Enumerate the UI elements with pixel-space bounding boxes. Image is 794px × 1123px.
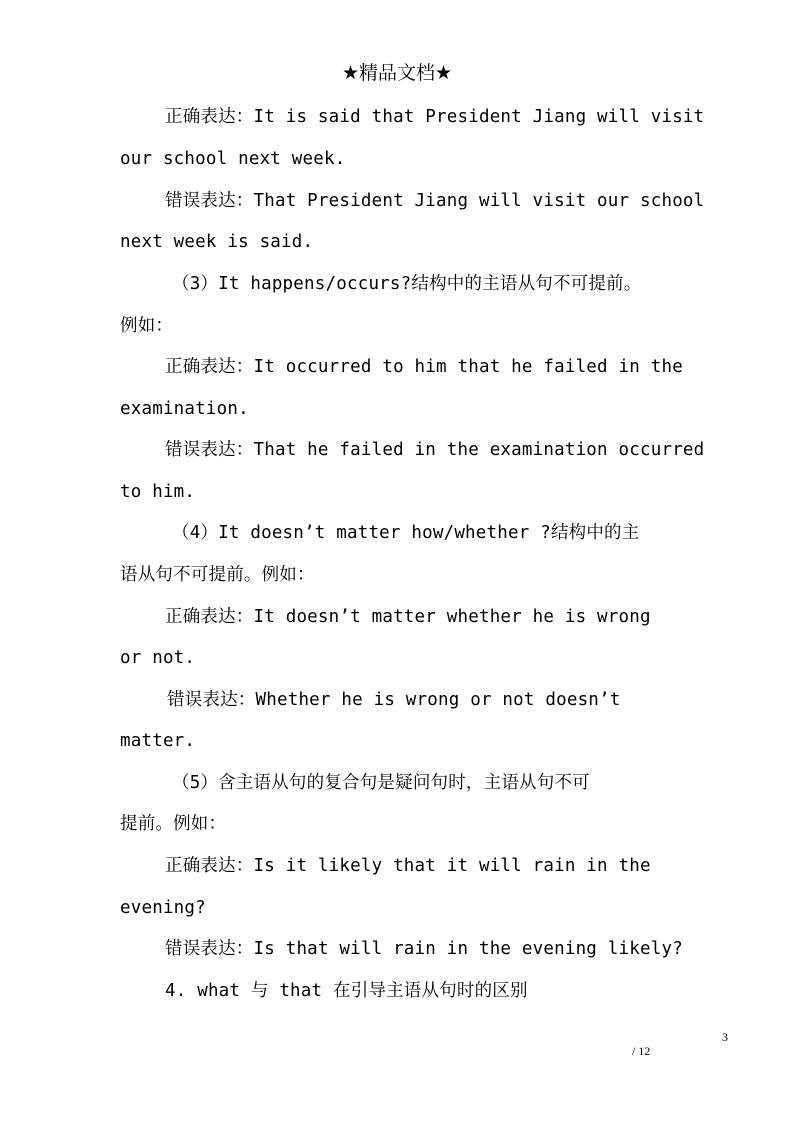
text-line: matter. xyxy=(120,731,196,751)
text-line: 正确表达：It occurred to him that he failed in the xyxy=(165,357,683,377)
text-line: （4）It doesn’t matter how/whether ?结构中的主 xyxy=(172,523,640,543)
text-line: 错误表达：Is that will rain in the evening likely? xyxy=(165,939,683,959)
text-line: to him. xyxy=(120,482,196,502)
text-line: 提前。例如： xyxy=(120,814,227,834)
text-line: or not. xyxy=(120,648,196,668)
text-line: 例如： xyxy=(120,316,174,336)
text-line: 正确表达：Is it likely that it will rain in the xyxy=(165,856,651,876)
text-line: examination. xyxy=(120,399,249,419)
text-line: 正确表达：It doesn’t matter whether he is wrong xyxy=(165,607,651,627)
text-line: evening? xyxy=(120,898,206,918)
text-line: 错误表达：Whether he is wrong or not doesn’t xyxy=(167,690,621,710)
text-line: 语从句不可提前。例如： xyxy=(120,565,315,585)
text-line: 错误表达：That President Jiang will visit our school xyxy=(165,191,705,211)
text-line: 正确表达：It is said that President Jiang will visit xyxy=(165,107,705,127)
text-line: 错误表达：That he failed in the examination occurred xyxy=(165,440,705,460)
text-line: next week is said. xyxy=(120,232,314,252)
text-line: （3）It happens/occurs?结构中的主语从句不可提前。 xyxy=(172,274,642,294)
page-number: 3 xyxy=(722,1030,728,1044)
text-line: （5）含主语从句的复合句是疑问句时，主语从句不可 xyxy=(172,773,590,793)
page-header-title: ★精品文档★ xyxy=(341,62,453,84)
text-line: our school next week. xyxy=(120,149,346,169)
text-line: 4. what 与 that 在引导主语从句时的区别 xyxy=(165,981,528,1001)
page-total: / 12 xyxy=(632,1044,651,1058)
